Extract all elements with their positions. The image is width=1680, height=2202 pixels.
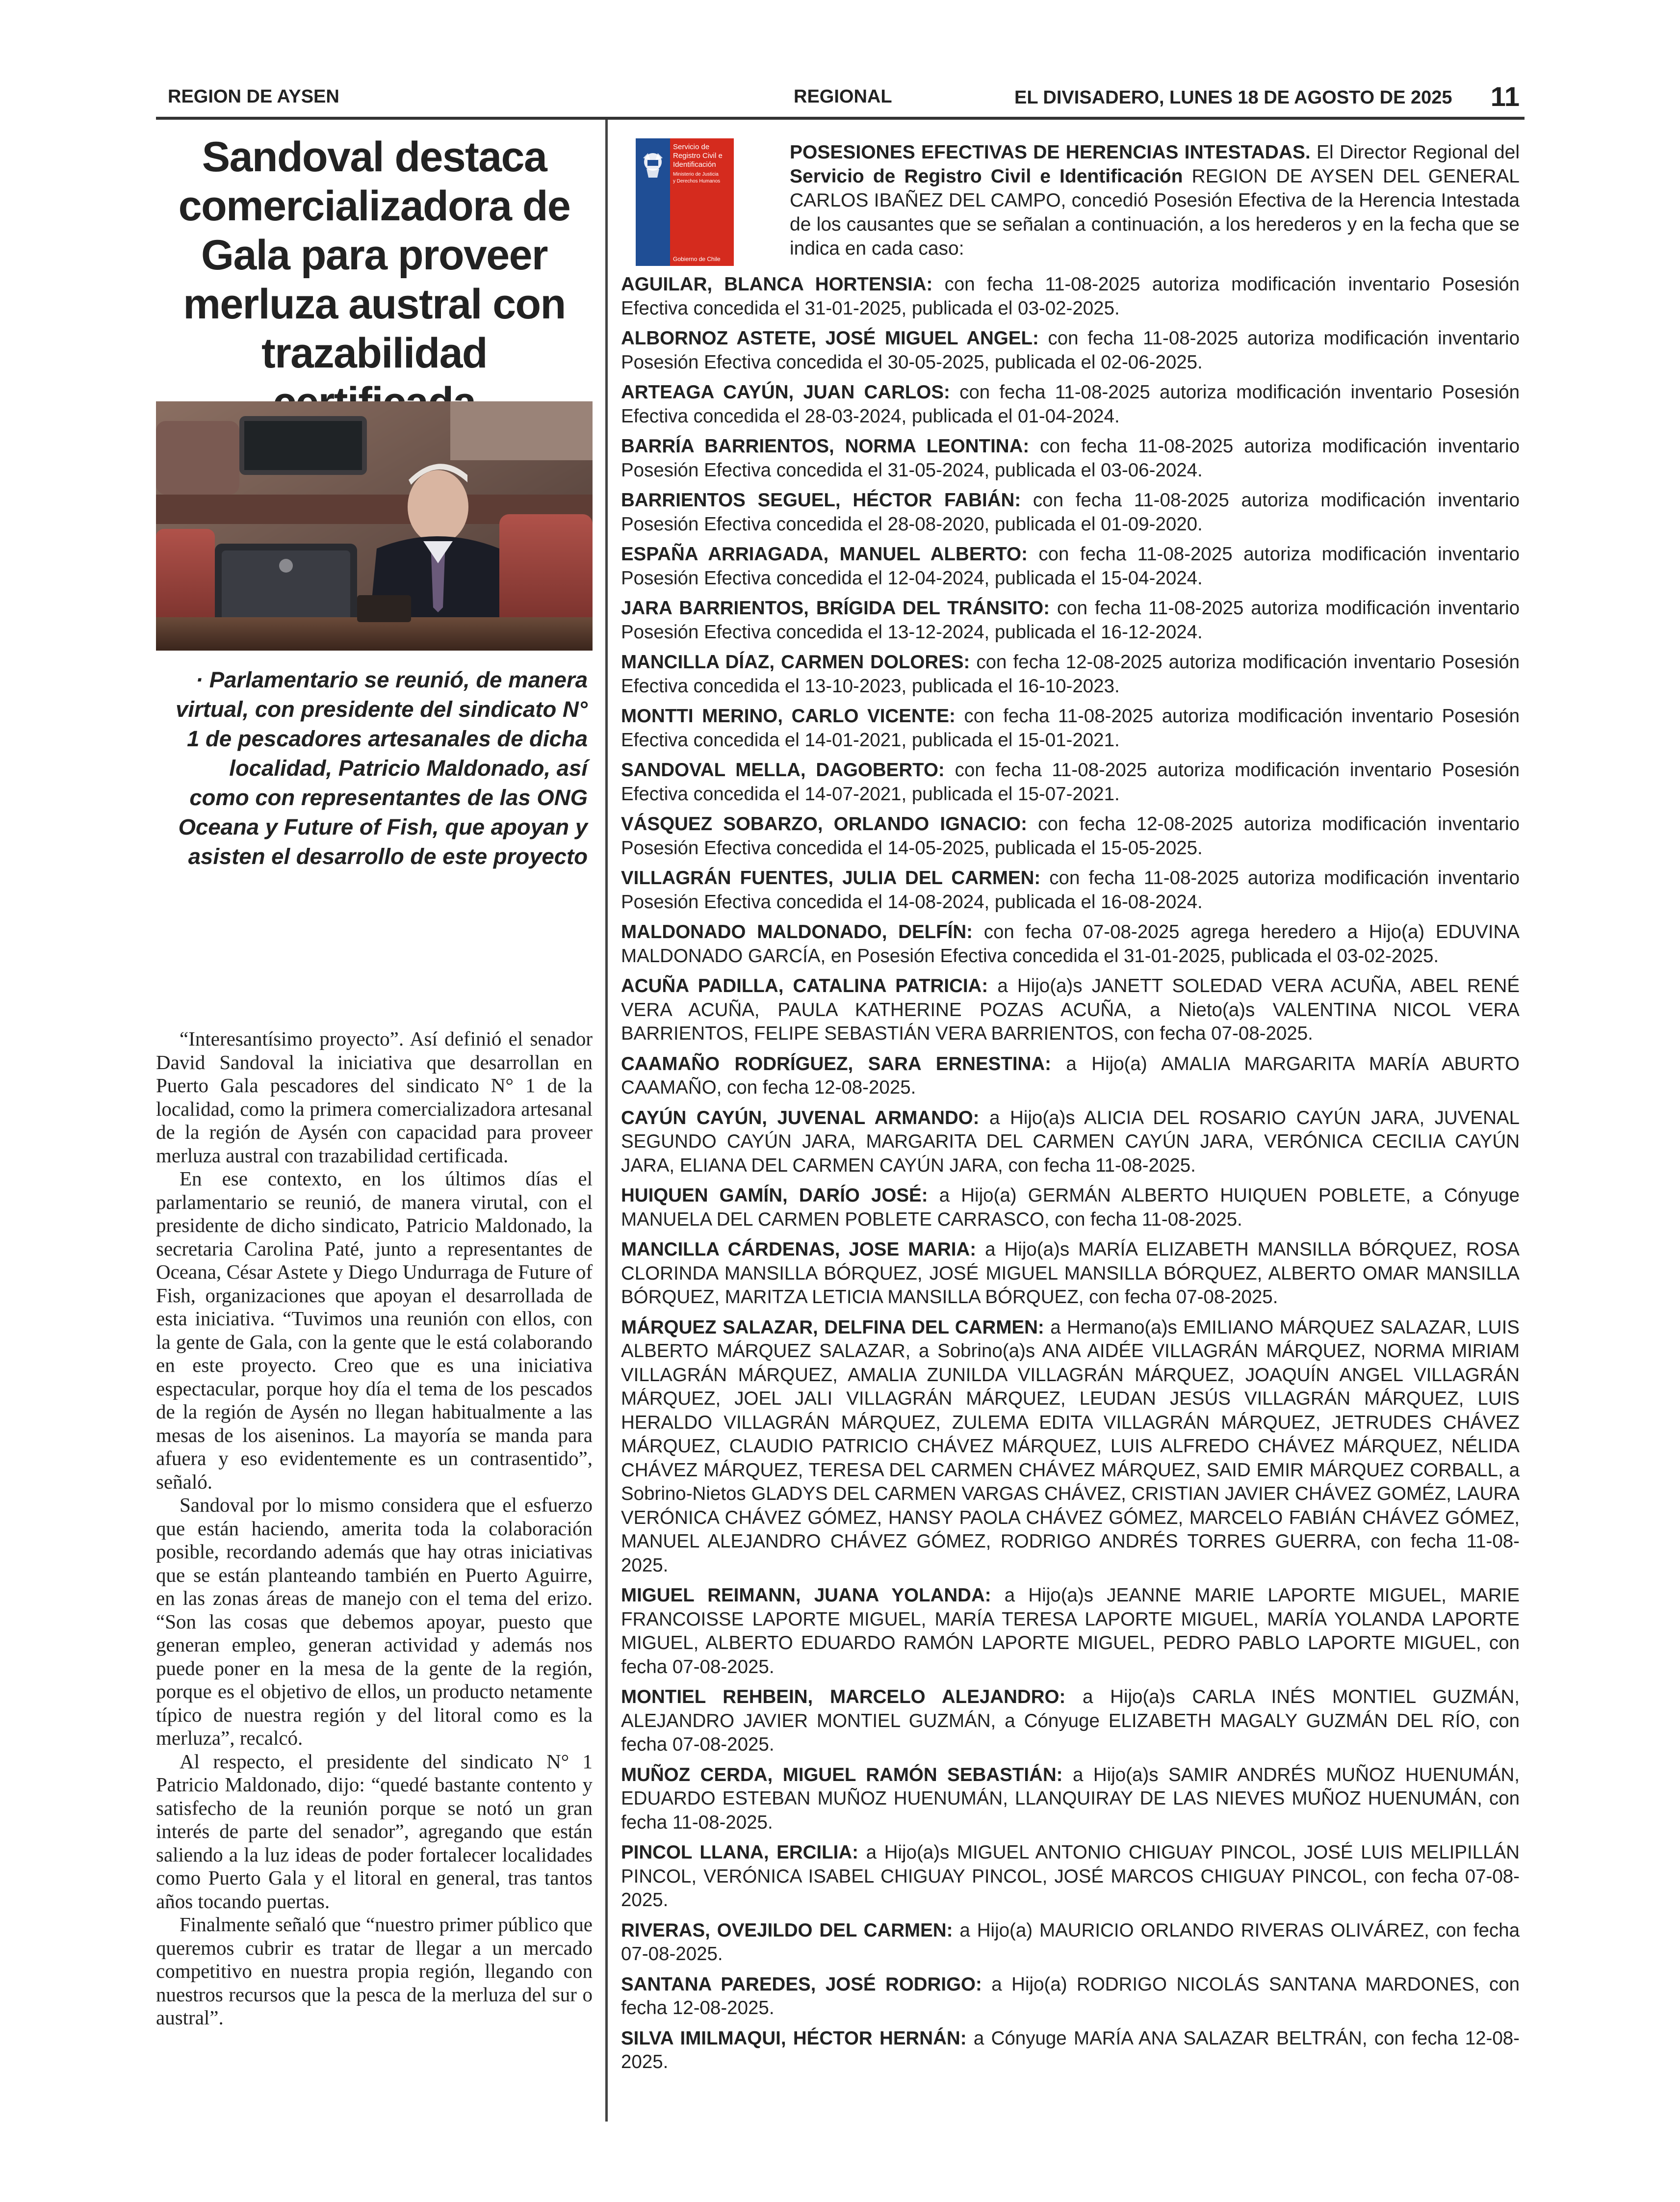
- article-paragraph: En ese contexto, en los últimos días el parlamentario se reunió, de manera virutal, con el presidente de dicho sindicato, Patricio Maldonado, la secretaria Carolina Paté, junto a representantes de Oceana, César Astete y Diego Undurraga de Future of Fish, organizaciones que apoyan el desarrollada de esta iniciativa. “Tuvimos una reunión con ellos, con la gente de Gala, con la gente que le está colaborando en este proyecto. Creo que es una iniciativa espectacular, porque hoy día el tema de los pescados de la región de Aysén no llegan habitualmente a las mesas de los aiseninos. La mayoría se manda para afuera y eso evidentemente es un contrasentido”, señaló.: [156, 1167, 593, 1493]
- causante-name: MALDONADO MALDONADO, DELFÍN:: [621, 921, 973, 943]
- entry-text: con fecha 11-08-2025 autoriza modificación inventario Posesión Efectiva concedida el 13-12-2024, publicada el 16-12-2024.: [621, 598, 1520, 643]
- causante-name: BARRIENTOS SEGUEL, HÉCTOR FABIÁN:: [621, 490, 1021, 511]
- entry-text: a Hijo(a)s MIGUEL ANTONIO CHIGUAY PINCOL, JOSÉ LUIS MELIPILLÁN PINCOL, VERÓNICA ISABEL CHIGUAY PINCOL, JOSÉ MARCOS CHIGUAY PINCOL, con fecha 07-08-2025.: [621, 1842, 1520, 1911]
- logo-line: Identificación: [673, 160, 716, 169]
- section-name: REGION DE AYSEN: [168, 86, 339, 107]
- causante-name: MUÑOZ CERDA, MIGUEL RAMÓN SEBASTIÁN:: [621, 1764, 1063, 1785]
- notice-entry: [621, 1238, 1520, 1310]
- notice-intro-b: REGION DE AYSEN DEL GENERAL CARLOS IBAÑEZ DEL CAMPO, concedió Posesión Efectiva de la Herencia Intestada de los causantes que se señalan a continuación, a los herederos y en la fecha que se indica en cada caso:: [790, 166, 1520, 259]
- column-divider: [605, 120, 608, 2122]
- entry-text: con fecha 07-08-2025 agrega heredero a Hijo(a) EDUVINA MALDONADO GARCÍA, en Posesión Efectiva concedida el 31-01-2025, publicada el 03-02-2025.: [621, 921, 1520, 967]
- entry-text: a Hijo(a)s CARLA INÉS MONTIEL GUZMÁN, ALEJANDRO JAVIER MONTIEL GUZMÁN, a Cónyuge ELIZABETH MAGALY GUZMÁN DEL RÍO, con fecha 07-08-2025.: [621, 1686, 1520, 1755]
- causante-name: BARRÍA BARRIENTOS, NORMA LEONTINA:: [621, 436, 1030, 457]
- causante-name: CAAMAÑO RODRÍGUEZ, SARA ERNESTINA:: [621, 1053, 1051, 1075]
- article-paragraph: “Interesantísimo proyecto”. Así definió el senador David Sandoval la iniciativa que desarrollan en Puerto Gala pescadores del sindicato N° 1 de la localidad, como la primera comercializadora artesanal de la región de Aysén con capacidad para proveer merluza austral con trazabilidad certificada.: [156, 1027, 593, 1167]
- notice-entry: [621, 1184, 1520, 1232]
- notice-entry: [621, 381, 1520, 428]
- notice-entry: [621, 1919, 1520, 1966]
- entry-text: a Hijo(a)s SAMIR ANDRÉS MUÑOZ HUENUMÁN, EDUARDO ESTEBAN MUÑOZ HUENUMÁN, LLANQUIRAY DE LAS NIEVES MUÑOZ HUENUMÁN, con fecha 11-08-2025.: [621, 1764, 1520, 1833]
- article-body: [156, 1027, 593, 2030]
- causante-name: ACUÑA PADILLA, CATALINA PATRICIA:: [621, 975, 988, 996]
- notice-entry: [621, 974, 1520, 1046]
- logo-line: Servicio de: [673, 143, 710, 151]
- notice-entry: [621, 327, 1520, 374]
- entry-text: a Hijo(a) AMALIA MARGARITA MARÍA ABURTO CAAMAÑO, con fecha 12-08-2025.: [621, 1053, 1520, 1098]
- entry-text: a Hijo(a)s ALICIA DEL ROSARIO CAYÚN JARA, JUVENAL SEGUNDO CAYÚN JARA, MARGARITA DEL CARMEN CAYÚN JARA, VERÓNICA CECILIA CAYÚN JARA, ELIANA DEL CARMEN CAYÚN JARA, con fecha 11-08-2025.: [621, 1107, 1520, 1176]
- article-paragraph: Al respecto, el presidente del sindicato N° 1 Patricio Maldonado, dijo: “quedé bastante contento y satisfecho de la reunión porque se notó un gran interés de parte del senador”, agregando que están saliendo a la luz ideas de poder fortalecer localidades como Puerto Gala y el litoral en general, tras tantos años tocando puertas.: [156, 1750, 593, 1913]
- entry-text: con fecha 11-08-2025 autoriza modificación inventario Posesión Efectiva concedida el 14-01-2021, publicada el 15-01-2021.: [621, 706, 1520, 751]
- logo-footer: Gobierno de Chile: [673, 256, 721, 262]
- notice-entry: [621, 1052, 1520, 1100]
- entry-text: a Hijo(a)s MARÍA ELIZABETH MANSILLA BÓRQUEZ, ROSA CLORINDA MANSILLA BÓRQUEZ, JOSÉ MIGUEL MANSILLA BÓRQUEZ, ALBERTO OMAR MANSILLA BÓRQUEZ, MARITZA LETICIA MANSILLA BÓRQUEZ, con fecha 07-08-2025.: [621, 1239, 1520, 1308]
- entry-text: con fecha 11-08-2025 autoriza modificación inventario Posesión Efectiva concedida el 12-04-2024, publicada el 15-04-2024.: [621, 544, 1520, 589]
- senator-photo: [156, 401, 593, 651]
- entry-text: a Hijo(a)s JEANNE MARIE LAPORTE MIGUEL, MARIE FRANCOISSE LAPORTE MIGUEL, MARÍA TERESA LAPORTE MIGUEL, MARÍA YOLANDA LAPORTE MIGUEL, ALBERTO EDUARDO RAMÓN LAPORTE MIGUEL, PEDRO PABLO LAPORTE MIGUEL, con fecha 07-08-2025.: [621, 1585, 1520, 1678]
- article-paragraph: Finalmente señaló que “nuestro primer público que queremos cubrir es tratar de llegar a un mercado competitivo en nuestra propia región, llegando con nuestros recursos que la pesca de la merluza del sur o austral”.: [156, 1913, 593, 2029]
- notice-intro: [790, 140, 1520, 261]
- notice-entry: [621, 920, 1520, 968]
- entry-text: con fecha 11-08-2025 autoriza modificación inventario Posesión Efectiva concedida el 28-03-2024, publicada el 01-04-2024.: [621, 382, 1520, 427]
- causante-name: AGUILAR, BLANCA HORTENSIA:: [621, 274, 933, 295]
- causante-name: CAYÚN CAYÚN, JUVENAL ARMANDO:: [621, 1107, 980, 1128]
- notice-entry: [621, 1763, 1520, 1835]
- registro-civil-logo: [636, 138, 734, 266]
- causante-name: MIGUEL REIMANN, JUANA YOLANDA:: [621, 1585, 991, 1606]
- notice-entry: [621, 1685, 1520, 1757]
- entry-text: con fecha 11-08-2025 autoriza modificación inventario Posesión Efectiva concedida el 30-05-2025, publicada el 02-06-2025.: [621, 328, 1520, 373]
- article: [156, 132, 593, 2029]
- causante-name: VÁSQUEZ SOBARZO, ORLANDO IGNACIO:: [621, 813, 1027, 835]
- entry-text: a Hermano(a)s EMILIANO MÁRQUEZ SALAZAR, LUIS ALBERTO MÁRQUEZ SALAZAR, a Sobrino(a)s ANA AIDÉE VILLAGRÁN MÁRQUEZ, NORMA MIRIAM VILLAGRÁN MÁRQUEZ, AMALIA ZUNILDA VILLAGRÁN MÁRQUEZ, JOAQUÍN ANGEL VILLAGRÁN MÁRQUEZ, JOEL JALI VILLAGRÁN MÁRQUEZ, LEUDAN JESÚS VILLAGRÁN MÁRQUEZ, LUIS HERALDO VILLAGRÁN MÁRQUEZ, ZULEMA EDITA VILLAGRÁN MÁRQUEZ, JETRUDES CHÁVEZ MÁRQUEZ, CLAUDIO PATRICIO CHÁVEZ MÁRQUEZ, LUIS ALFREDO CHÁVEZ MÁRQUEZ, NÉLIDA CHÁVEZ MÁRQUEZ, TERESA DEL CARMEN CHÁVEZ MÁRQUEZ, SAID EMIR MÁRQUEZ CORBALL, a Sobrino-Nietos GLADYS DEL CARMEN VARGAS CHÁVEZ, CRISTIAN JAVIER CHÁVEZ GOMÉZ, LAURA VERÓNICA CHÁVEZ GÓMEZ, HANSY PAOLA CHÁVEZ GÓMEZ, MARCELO FABIÁN CHÁVEZ GÓMEZ, MANUEL ALEJANDRO CHÁVEZ GÓMEZ, RODRIGO ANDRÉS TORRES GUERRA, con fecha 11-08-2025.: [621, 1316, 1520, 1576]
- notice-entry: [621, 543, 1520, 590]
- causante-name: SANDOVAL MELLA, DAGOBERTO:: [621, 760, 945, 781]
- category-name: REGIONAL: [794, 86, 892, 107]
- logo-line: Registro Civil e: [673, 152, 723, 160]
- notice-entry: [621, 273, 1520, 320]
- notice-entry: [621, 1106, 1520, 1178]
- causante-name: ARTEAGA CAYÚN, JUAN CARLOS:: [621, 382, 950, 403]
- entry-text: a Hijo(a) GERMÁN ALBERTO HUIQUEN POBLETE, a Cónyuge MANUELA DEL CARMEN POBLETE CARRASCO, con fecha 11-08-2025.: [621, 1185, 1520, 1230]
- notice-intro-bold: Servicio de Registro Civil e Identificación: [790, 166, 1183, 187]
- notice-entry: [621, 435, 1520, 482]
- causante-name: MONTTI MERINO, CARLO VICENTE:: [621, 706, 956, 727]
- causante-name: VILLAGRÁN FUENTES, JULIA DEL CARMEN:: [621, 867, 1041, 889]
- entry-text: con fecha 11-08-2025 autoriza modificación inventario Posesión Efectiva concedida el 14-07-2021, publicada el 15-07-2021.: [621, 760, 1520, 805]
- entry-text: con fecha 11-08-2025 autoriza modificación inventario Posesión Efectiva concedida el 31-01-2025, publicada el 03-02-2025.: [621, 274, 1520, 319]
- notice-entry: [621, 759, 1520, 806]
- notice-entries: [621, 273, 1520, 2081]
- entry-text: a Hijo(a) MAURICIO ORLANDO RIVERAS OLIVÁREZ, con fecha 07-08-2025.: [621, 1919, 1520, 1965]
- causante-name: MANCILLA CÁRDENAS, JOSE MARIA:: [621, 1239, 977, 1260]
- notice-entry: [621, 597, 1520, 644]
- causante-name: JARA BARRIENTOS, BRÍGIDA DEL TRÁNSITO:: [621, 598, 1050, 619]
- causante-name: ESPAÑA ARRIAGADA, MANUEL ALBERTO:: [621, 544, 1028, 565]
- entry-text: con fecha 12-08-2025 autoriza modificación inventario Posesión Efectiva concedida el 14-05-2025, publicada el 15-05-2025.: [621, 813, 1520, 859]
- entry-text: a Hijo(a) RODRIGO NICOLÁS SANTANA MARDONES, con fecha 12-08-2025.: [621, 1973, 1520, 2018]
- logo-line: y Derechos Humanos: [673, 179, 721, 184]
- causante-name: SILVA IMILMAQUI, HÉCTOR HERNÁN:: [621, 2027, 967, 2049]
- notice-entry: [621, 1841, 1520, 1913]
- causante-name: MANCILLA DÍAZ, CARMEN DOLORES:: [621, 652, 970, 673]
- notice-entry: [621, 705, 1520, 752]
- causante-name: HUIQUEN GAMÍN, DARÍO JOSÉ:: [621, 1185, 928, 1206]
- notice-entry: [621, 1316, 1520, 1578]
- notice-entry: [621, 813, 1520, 860]
- causante-name: RIVERAS, OVEJILDO DEL CARMEN:: [621, 1919, 953, 1941]
- entry-text: a Cónyuge MARÍA ANA SALAZAR BELTRÁN, con fecha 12-08-2025.: [621, 2027, 1520, 2072]
- entry-text: a Hijo(a)s JANETT SOLEDAD VERA ACUÑA, ABEL RENÉ VERA ACUÑA, PAULA KATHERINE POZAS ACUÑA, a Nieto(a)s VALENTINA NICOL VERA BARRIENTOS, FELIPE SEBASTIÁN VERA BARRIENTOS, con fecha 07-08-2025.: [621, 975, 1520, 1044]
- edition-date: EL DIVISADERO, LUNES 18 DE AGOSTO DE 2025: [1014, 87, 1452, 108]
- entry-text: con fecha 12-08-2025 autoriza modificación inventario Posesión Efectiva concedida el 13-10-2023, publicada el 16-10-2023.: [621, 652, 1520, 697]
- article-headline: Sandoval destaca comercializadora de Gala para proveer merluza austral con trazabilidad: [178, 133, 570, 377]
- notice-entry: [621, 1973, 1520, 2020]
- causante-name: MÁRQUEZ SALAZAR, DELFINA DEL CARMEN:: [621, 1316, 1044, 1338]
- notice-entry: [621, 866, 1520, 914]
- notice-entry: [621, 651, 1520, 698]
- entry-text: con fecha 11-08-2025 autoriza modificación inventario Posesión Efectiva concedida el 28-08-2020, publicada el 01-09-2020.: [621, 490, 1520, 535]
- causante-name: MONTIEL REHBEIN, MARCELO ALEJANDRO:: [621, 1686, 1066, 1707]
- notice-entry: [621, 1584, 1520, 1679]
- notice-entry: [621, 489, 1520, 536]
- causante-name: ALBORNOZ ASTETE, JOSÉ MIGUEL ANGEL:: [621, 328, 1039, 349]
- notice-entry: [621, 2027, 1520, 2074]
- header-rule: [156, 117, 1525, 120]
- page-number: 11: [1490, 81, 1520, 112]
- page-header: [156, 83, 1525, 116]
- article-summary: · Parlamentario se reunió, de manera virtual, con presidente del sindicato N° 1 de pescadores artesanales de dicha localidad, Patricio Maldonado, así como con representantes de las ONG Oceana y Future of Fish, que apoyan y asisten el desarrollo de este proyecto: [176, 667, 588, 869]
- causante-name: PINCOL LLANA, ERCILIA:: [621, 1842, 858, 1863]
- notice-title: POSESIONES EFECTIVAS DE HERENCIAS INTESTADAS.: [790, 142, 1311, 163]
- entry-text: con fecha 11-08-2025 autoriza modificación inventario Posesión Efectiva concedida el 31-05-2024, publicada el 03-06-2024.: [621, 436, 1520, 481]
- entry-text: con fecha 11-08-2025 autoriza modificación inventario Posesión Efectiva concedida el 14-08-2024, publicada el 16-08-2024.: [621, 867, 1520, 913]
- logo-line: Ministerio de Justicia: [673, 172, 719, 177]
- notice-intro-a: El Director Regional del: [1310, 142, 1520, 163]
- article-paragraph: Sandoval por lo mismo considera que el esfuerzo que están haciendo, amerita toda la colaboración posible, recordando además que hay otras iniciativas que se están planteando también en Puerto Aguirre, en las zonas áreas de manejo con el tema del erizo. “Son las cosas que debemos apoyar, puesto que generan empleo, generan actividad y además nos puede poner en la mesa de la gente de la región, porque es el objetivo de ellos, un producto netamente típico de nuestra región y del litoral como es la merluza”, recalcó.: [156, 1494, 593, 1749]
- causante-name: SANTANA PAREDES, JOSÉ RODRIGO:: [621, 1973, 982, 1995]
